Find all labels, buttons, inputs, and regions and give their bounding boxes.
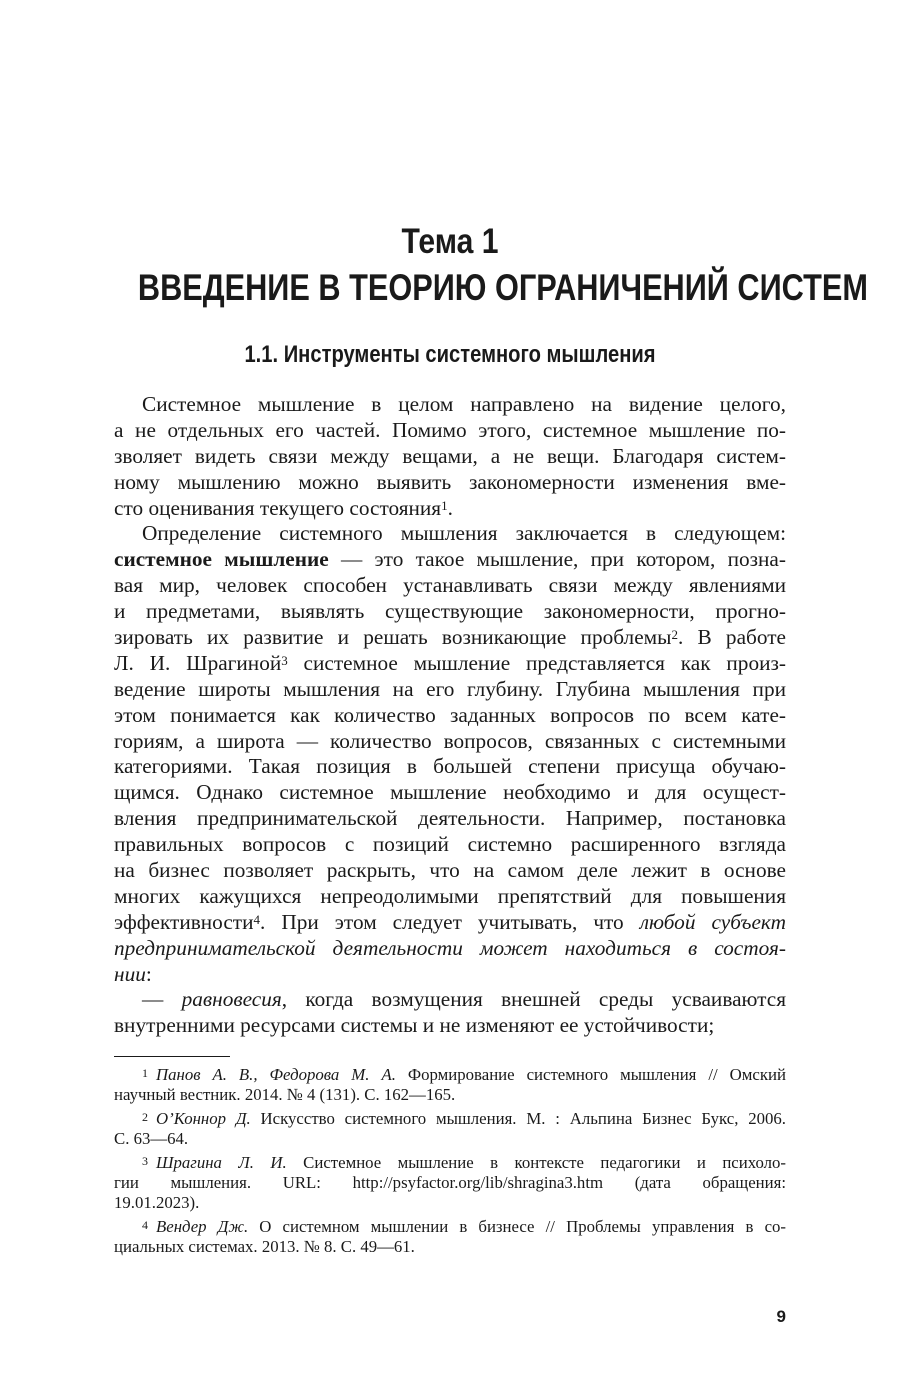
- text-line: — равновесия, когда возмущения внешней среды усваиваются: [142, 987, 786, 1012]
- text-line: системное мышление — это такое мышление, при котором, позна-: [114, 547, 786, 572]
- text-line: Определение системного мышления заключается в следующем:: [142, 521, 786, 546]
- text-line: внутренними ресурсами системы и не изменяют ее устойчивости;: [114, 1013, 715, 1038]
- footnote-line: 19.01.2023).: [114, 1193, 200, 1213]
- text-line: этом понимается как количество заданных вопросов по всем кате-: [114, 702, 786, 727]
- book-page: [114, 0, 868, 1382]
- footnote: [114, 1109, 786, 1150]
- text-line: предпринимательской деятельности может находиться в состоя-: [114, 935, 786, 960]
- footnotes: [114, 1065, 786, 1261]
- chapter-title: ВВЕДЕНИЕ В ТЕОРИЮ ОГРАНИЧЕНИЙ СИСТЕМ: [137, 267, 868, 308]
- text-line: вления предпринимательской деятельности. Например, постановка: [114, 806, 786, 831]
- text-line: категориями. Такая позиция в большей степени присуща обучаю-: [114, 754, 786, 779]
- footnote-ref: 1: [441, 497, 448, 513]
- footnote-line: $^3$ Шрагина Л. И. Системное мышление в контексте педагогики и психоло-: [142, 1152, 787, 1172]
- text-line: ведение широты мышления на его глубину. Глубина мышления при: [114, 676, 786, 701]
- section-title: 1.1. Инструменты системного мышления: [244, 341, 656, 368]
- footnote-line: научный вестник. 2014. № 4 (131). С. 162—165.: [114, 1085, 456, 1105]
- text-line: Л. И. Шрагиной$^3$ системное мышление представляется как произ-: [114, 650, 787, 675]
- footnote: [114, 1153, 786, 1214]
- footnote-line: $^2$ О’Коннор Д. Искусство системного мышления. М. : Альпина Бизнес Букс, 2006.: [142, 1108, 786, 1128]
- text-line: ному мышлению можно выявить закономерности изменения вме-: [114, 469, 786, 494]
- text-line: зировать их развитие и решать возникающие проблемы$^2$. В работе: [114, 625, 786, 650]
- footnote-ref: 2: [671, 627, 678, 643]
- text-line: нии:: [114, 961, 152, 986]
- footnote-ref: 4: [253, 911, 261, 927]
- footnote-ref: 3: [281, 652, 288, 668]
- footnote-divider: [114, 1056, 230, 1057]
- text-line: зволяет видеть связи между вещами, а не вещи. Благодаря систем-: [114, 443, 786, 468]
- text-line: вая мир, человек способен устанавливать связи между явлениями: [114, 573, 786, 598]
- text-line: и предметами, выявлять существующие закономерности, прогно-: [114, 599, 786, 624]
- footnote-line: С. 63—64.: [114, 1129, 189, 1149]
- term-bold: системное мышление: [114, 547, 329, 572]
- text-line: правильных вопросов с позиций системно расширенного взгляда: [114, 832, 786, 857]
- text-line: гориям, а широта — количество вопросов, связанных с системными: [114, 728, 786, 753]
- text-line: щимся. Однако системное мышление необходимо и для осущест-: [114, 780, 786, 805]
- text-line: многих кажущихся непреодолимыми препятствий для повышения: [114, 883, 786, 908]
- text-line: а не отдельных его частей. Помимо этого, системное мышление по-: [114, 417, 786, 442]
- footnote: [114, 1065, 786, 1106]
- text-line: на бизнес позволяет раскрыть, что на самом деле лежит в основе: [114, 858, 786, 883]
- text-line: сто оценивания текущего состояния$^1$.: [114, 495, 453, 520]
- body-text: [114, 392, 786, 1039]
- text-line: Системное мышление в целом направлено на видение целого,: [142, 392, 786, 416]
- text-line: эффективности$^4$. При этом следует учитывать, что любой субъект: [114, 909, 786, 934]
- page-number: 9: [776, 1307, 786, 1326]
- footnote-line: циальных системах. 2013. № 8. С. 49—61.: [114, 1237, 415, 1257]
- footnote-line: $^4$ Вендер Дж. О системном мышлении в бизнесе // Проблемы управления в со-: [142, 1216, 786, 1236]
- footnote-line: гии мышления. URL: http://psyfactor.org/lib/shragina3.htm (дата обращения:: [114, 1172, 786, 1192]
- topic-number: Тема 1: [401, 222, 499, 261]
- footnote: [114, 1217, 786, 1258]
- footnote-line: $^1$ Панов А. В., Федорова М. А. Формирование системного мышления // Омский: [142, 1065, 786, 1084]
